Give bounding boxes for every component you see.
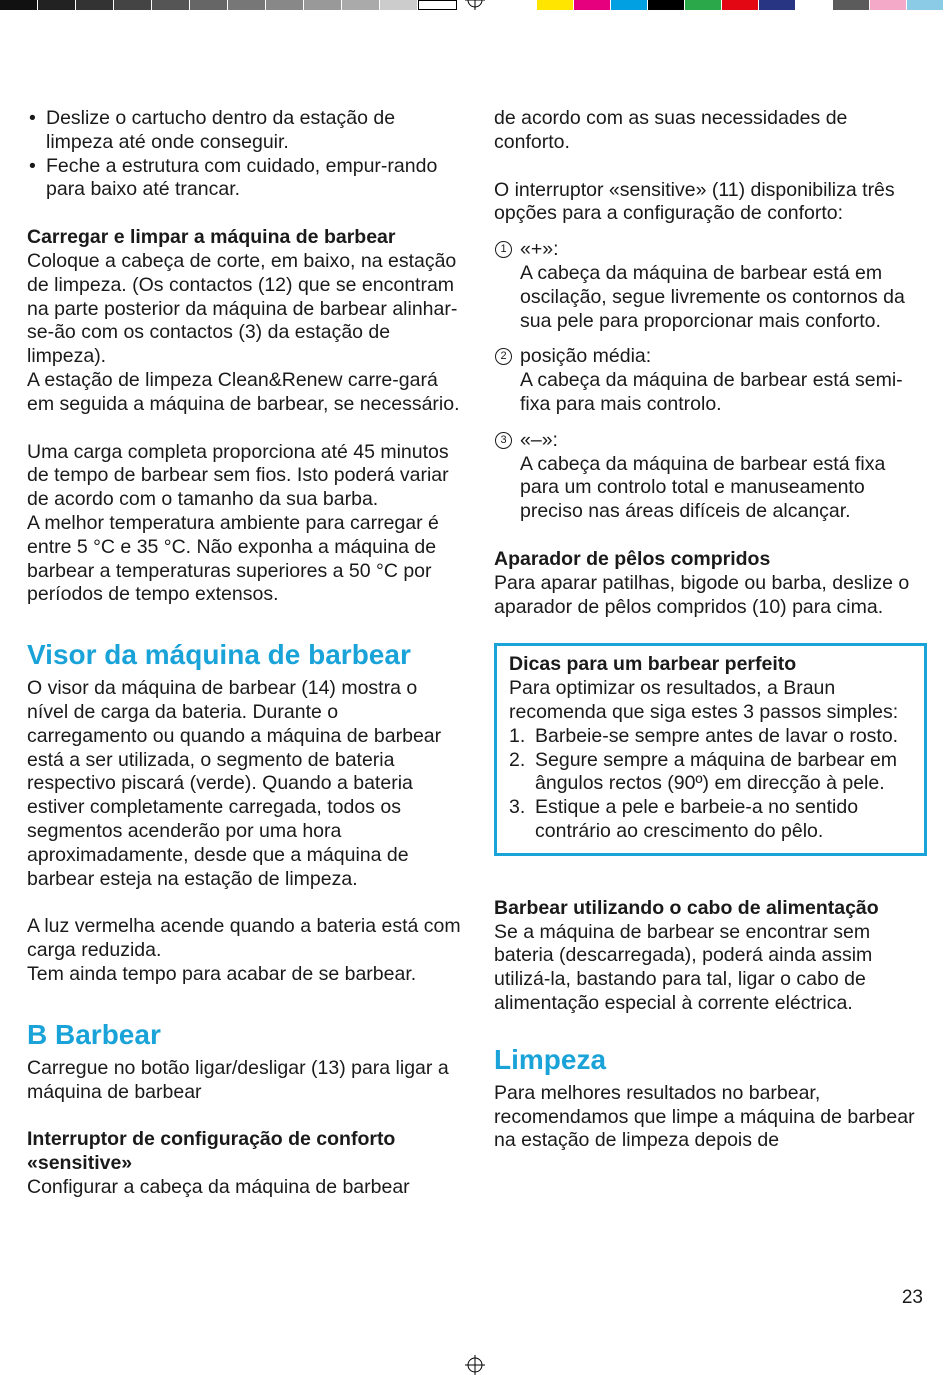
shaving-paragraph: Configurar a cabeça da máquina de barbear <box>27 1175 410 1198</box>
grey-swatch <box>342 0 380 10</box>
comfort-paragraph: de acordo com as suas necessidades de conforto. <box>494 107 848 153</box>
display-paragraph: O visor da máquina de barbear (14) mostra o nível de carga da bateria. Durante o carregamento ou quando a máquina de barbear está a ser utilizada, o segmento de bateria respectivo piscará (verde). Quando a bateria estiver completamente carregada, todos os segmentos acenderão por uma hora aproximadamente, desde que a máquina de barbear esteja na estação de limpeza. <box>27 677 442 890</box>
charging-paragraph: A estação de limpeza Clean&Renew carre-gará em seguida a máquina de barbear, se necessário. <box>27 368 460 415</box>
tip-item <box>509 725 912 749</box>
left-column <box>27 107 462 1200</box>
bullet-dot: • <box>29 107 36 129</box>
cleaning-section-title: Limpeza <box>494 1043 607 1075</box>
grey-swatch <box>38 0 76 10</box>
comfort-option <box>494 345 924 416</box>
option-text: A cabeça da máquina de barbear está fixa para um controlo total e manuseamento preciso nas áreas difíceis de alcançar. <box>520 452 886 523</box>
bullet-text: Deslize o cartucho dentro da estação de limpeza até onde conseguir. <box>46 107 396 153</box>
option-number-badge: 3 <box>495 432 512 449</box>
color-swatch <box>574 0 611 10</box>
option-number-badge: 1 <box>495 241 512 258</box>
tips-heading: Dicas para um barbear perfeito <box>509 653 797 676</box>
bullet-text: Feche a estrutura com cuidado, empur-rando para baixo até trancar. <box>46 154 438 201</box>
grey-swatch <box>152 0 190 10</box>
tip-item <box>509 796 912 844</box>
bullet-dot: • <box>29 154 36 177</box>
grey-swatch <box>304 0 342 10</box>
option-number-badge: 2 <box>495 348 512 365</box>
charging-paragraph: A melhor temperatura ambiente para carregar é entre 5 °C e 35 °C. Não exponha a máquina de barbear a temperaturas superiores a 50 °C por períodos de tempo extensos. <box>27 511 439 606</box>
bullet-item <box>27 107 462 155</box>
grey-swatch <box>76 0 114 10</box>
page-number: 23 <box>901 1287 923 1308</box>
shaving-paragraph: Carregue no botão ligar/desligar (13) para ligar a máquina de barbear <box>27 1056 449 1103</box>
comfort-option <box>494 238 924 333</box>
tips-intro: Para optimizar os resultados, a Braun recomenda que siga estes 3 passos simples: <box>509 677 899 723</box>
color-swatch <box>870 0 907 10</box>
grey-calibration-bar <box>0 0 457 10</box>
option-label: posição média: <box>520 345 652 368</box>
option-text: A cabeça da máquina de barbear está semi-fixa para mais controlo. <box>520 369 903 415</box>
color-calibration-bar <box>537 0 950 10</box>
color-swatch <box>796 0 833 10</box>
cleaning-paragraph: Para melhores resultados no barbear, recomendamos que limpe a máquina de barbear na estação de limpeza depois de <box>494 1081 915 1152</box>
grey-swatch <box>418 0 457 10</box>
color-swatch <box>537 0 574 10</box>
option-label: «+»: <box>520 238 559 261</box>
registration-mark-bottom <box>465 1355 485 1375</box>
comfort-option <box>494 429 924 524</box>
grey-swatch <box>380 0 418 10</box>
tip-text: Segure sempre a máquina de barbear em ângulos rectos (90º) em direcção à pele. <box>535 748 898 795</box>
grey-swatch <box>266 0 304 10</box>
tip-number: 1. <box>509 724 526 747</box>
bullet-item <box>27 155 462 203</box>
tip-number: 3. <box>509 796 526 819</box>
tip-number: 2. <box>509 748 526 771</box>
display-paragraph: Tem ainda tempo para acabar de se barbear. <box>27 962 417 985</box>
tips-box <box>494 643 927 855</box>
shaving-section-title: B Barbear <box>27 1018 161 1050</box>
option-text: A cabeça da máquina de barbear está em oscilação, segue livremente os contornos da sua pele para proporcionar mais conforto. <box>520 261 905 332</box>
comfort-setting-heading: Interruptor de configuração de conforto «sensitive» <box>27 1128 396 1175</box>
color-swatch <box>944 0 950 10</box>
grey-swatch <box>114 0 152 10</box>
display-section-title: Visor da máquina de barbear <box>27 639 411 671</box>
cord-heading: Barbear utilizando o cabo de alimentação <box>494 896 879 919</box>
trimmer-paragraph: Para aparar patilhas, bigode ou barba, deslize o aparador de pêlos compridos (10) para cima. <box>494 571 910 618</box>
charging-heading: Carregar e limpar a máquina de barbear <box>27 226 396 249</box>
charging-paragraph: Uma carga completa proporciona até 45 minutos de tempo de barbear sem fios. Isto poderá variar de acordo com o tamanho da sua barba. <box>27 440 449 511</box>
color-swatch <box>833 0 870 10</box>
color-swatch <box>907 0 944 10</box>
right-column <box>494 107 924 1153</box>
grey-swatch <box>0 0 38 10</box>
color-swatch <box>759 0 796 10</box>
color-swatch <box>722 0 759 10</box>
color-swatch <box>611 0 648 10</box>
color-swatch <box>685 0 722 10</box>
tips-list <box>509 725 912 844</box>
grey-swatch <box>190 0 228 10</box>
grey-swatch <box>228 0 266 10</box>
trimmer-heading: Aparador de pêlos compridos <box>494 547 771 570</box>
cord-paragraph: Se a máquina de barbear se encontrar sem bateria (descarregada), poderá ainda assim utilizá-la, bastando para tal, ligar o cabo de alimentação especial à corrente eléctrica. <box>494 920 873 1014</box>
display-paragraph: A luz vermelha acende quando a bateria está com carga reduzida. <box>27 915 461 962</box>
comfort-paragraph: O interruptor «sensitive» (11) disponibiliza três opções para a configuração de conforto: <box>494 178 895 225</box>
tip-text: Estique a pele e barbeie-a no sentido contrário ao crescimento do pêlo. <box>535 796 859 842</box>
tip-text: Barbeie-se sempre antes de lavar o rosto. <box>535 724 899 747</box>
charging-paragraph: Coloque a cabeça de corte, em baixo, na estação de limpeza. (Os contactos (12) que se encontram na parte posterior da máquina de barbear alinhar-se-ão com os contactos (3) da estação de limpeza). <box>27 249 458 368</box>
tip-item <box>509 749 912 797</box>
option-label: «–»: <box>520 428 558 451</box>
registration-mark-top <box>465 0 485 10</box>
color-swatch <box>648 0 685 10</box>
